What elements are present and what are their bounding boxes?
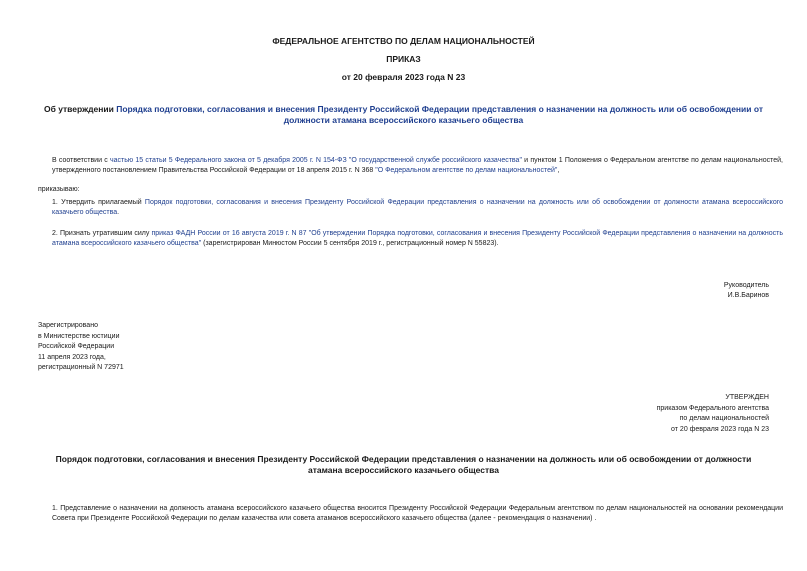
annex-item-1-paragraph (38, 504, 783, 524)
date-number-heading: от 20 февраля 2023 года N 23 (341, 72, 466, 82)
regulation-link[interactable]: "О Федеральном агентстве по делам национальностей" (375, 167, 558, 174)
federal-law-link[interactable]: частью 15 статьи 5 Федерального закона от 5 декабря 2005 г. N 154-ФЗ "О государственной службе российского казачества" (109, 157, 522, 164)
registration-line: Зарегистрировано (38, 322, 98, 329)
order-title (40, 104, 767, 126)
approval-line: от 20 февраля 2023 года N 23 (671, 425, 769, 433)
registration-line: Российской Федерации (38, 343, 115, 350)
preamble-text-b: и пунктом 1 Положения о Федеральном агентстве по делам национальностей, утвержденного постановлением Правительства Российской Федерации от 18 апреля 2015 г. N 368 (52, 157, 784, 174)
repealed-order-link[interactable]: приказ ФАДН России от 16 августа 2019 г. N 87 "Об утверждении Порядка подготовки, согласования и внесения Президенту Российской Федерации представления о назначении на должность атамана всероссийского казачьего общества" (52, 230, 783, 247)
preamble-text-c: , (557, 167, 560, 174)
approval-line: УТВЕРЖДЕН (725, 394, 769, 401)
order-word: приказываю: (38, 186, 80, 193)
item-2-text-c: (зарегистрирован Минюстом России 5 сентября 2019 г., регистрационный номер N 55823). (201, 240, 499, 247)
signatory-role: Руководитель (723, 282, 769, 289)
annex-title: Порядок подготовки, согласования и внесения Президенту Российской Федерации представления о назначении на должность или об освобождении от должности атамана всероссийского казачьего общества (55, 454, 752, 475)
registration-block (38, 321, 288, 374)
signatory-name: И.В.Баринов (727, 292, 769, 299)
annex-item-1-text: 1. Представление о назначении на должность атамана всероссийского казачьего общества вносится Президенту Российской Федерации Федеральным агентством по делам национальностей на основании рекомендации Совета при Президенте Российской Федерации по делам казачества или совета атаманов всероссийского казачьего общества (далее - рекомендация о назначении) (52, 505, 783, 522)
annex-item-1-end: . (592, 515, 597, 522)
doc-type-heading: ПРИКАЗ (386, 54, 421, 64)
item-1-paragraph (38, 198, 783, 218)
preamble-paragraph (38, 156, 783, 176)
agency-heading: ФЕДЕРАЛЬНОЕ АГЕНТСТВО ПО ДЕЛАМ НАЦИОНАЛЬНОСТЕЙ (272, 36, 535, 46)
registration-line: в Министерстве юстиции (38, 332, 120, 340)
item-2-text-a: 2. Признать утратившим силу (52, 230, 152, 237)
item-1-text-a: 1. Утвердить прилагаемый (52, 199, 145, 206)
registration-line: 11 апреля 2023 года, (38, 353, 106, 361)
item-2-paragraph (38, 229, 783, 249)
item-1-text-c: . (117, 209, 120, 216)
approval-block (509, 393, 769, 435)
approval-line: по делам национальностей (679, 415, 769, 422)
preamble-text-a: В соответствии с (52, 157, 110, 164)
approval-line: приказом Федерального агентства (656, 404, 769, 412)
order-title-prefix: Об утверждении (43, 104, 117, 114)
registration-line: регистрационный N 72971 (38, 364, 124, 371)
procedure-link[interactable]: Порядок подготовки, согласования и внесения Президенту Российской Федерации представления о назначении на должность или об освобождении от должности атамана всероссийского казачьего общества (52, 199, 783, 216)
order-title-link[interactable]: Порядка подготовки, согласования и внесения Президенту Российской Федерации представления о назначении на должность или об освобождении от должности атамана всероссийского казачьего общества (116, 104, 764, 125)
